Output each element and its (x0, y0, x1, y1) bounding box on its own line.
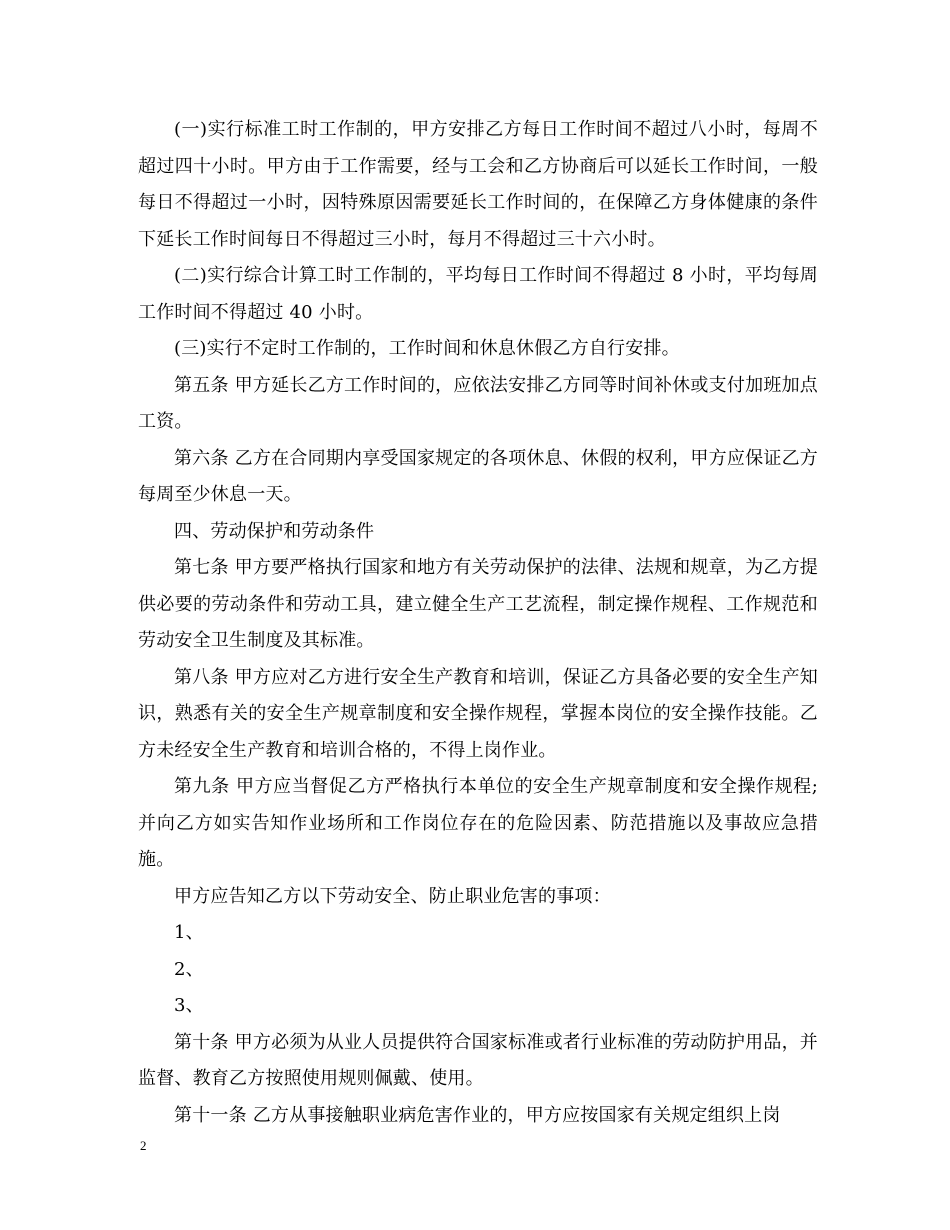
paragraph: 第五条 甲方延长乙方工作时间的，应依法安排乙方同等时间补休或支付加班加点工资。 (138, 374, 818, 432)
list-item: 1、 (174, 922, 204, 943)
paragraph: 第十条 甲方必须为从业人员提供符合国家标准或者行业标准的劳动防护用品，并监督、教育乙方按照使用规则佩戴、使用。 (138, 1031, 818, 1089)
paragraph: 第九条 甲方应当督促乙方严格执行本单位的安全生产规章制度和安全操作规程;并向乙方如实告知作业场所和工作岗位存在的危险因素、防范措施以及事故应急措施。 (138, 776, 818, 870)
paragraph: (二)实行综合计算工时工作制的，平均每日工作时间不得超过 8 小时，平均每周工作时间不得超过 40 小时。 (138, 265, 818, 323)
section-heading: 四、劳动保护和劳动条件 (174, 520, 375, 542)
paragraph: 第七条 甲方要严格执行国家和地方有关劳动保护的法律、法规和规章，为乙方提供必要的劳动条件和劳动工具，建立健全生产工艺流程，制定操作规程、工作规范和劳动安全卫生制度及其标准。 (138, 557, 818, 651)
list-item: 3、 (174, 995, 204, 1016)
paragraph: 第八条 甲方应对乙方进行安全生产教育和培训，保证乙方具备必要的安全生产知识，熟悉有关的安全生产规章制度和安全操作规程，掌握本岗位的安全操作技能。乙方未经安全生产教育和培训合格的，不得上岗作业。 (138, 666, 818, 761)
page-number: 2 (140, 1138, 147, 1153)
document-body (138, 112, 818, 1134)
paragraph: 第十一条 乙方从事接触职业病危害作业的，甲方应按国家有关规定组织上岗 (174, 1104, 781, 1126)
list-item: 2、 (174, 958, 204, 980)
paragraph: 第六条 乙方在合同期内享受国家规定的各项休息、休假的权利，甲方应保证乙方每周至少休息一天。 (138, 447, 818, 505)
paragraph: (一)实行标准工时工作制的，甲方安排乙方每日工作时间不超过八小时，每周不超过四十小时。甲方由于工作需要，经与工会和乙方协商后可以延长工作时间，一般每日不得超过一小时，因特殊原因需要延长工作时间的，在保障乙方身体健康的条件下延长工作时间每日不得超过三小时，每月不得超过三十六小时。 (138, 119, 818, 250)
paragraph: 甲方应告知乙方以下劳动安全、防止职业危害的事项： (174, 885, 611, 907)
paragraph: (三)实行不定时工作制的，工作时间和休息休假乙方自行安排。 (174, 338, 680, 359)
